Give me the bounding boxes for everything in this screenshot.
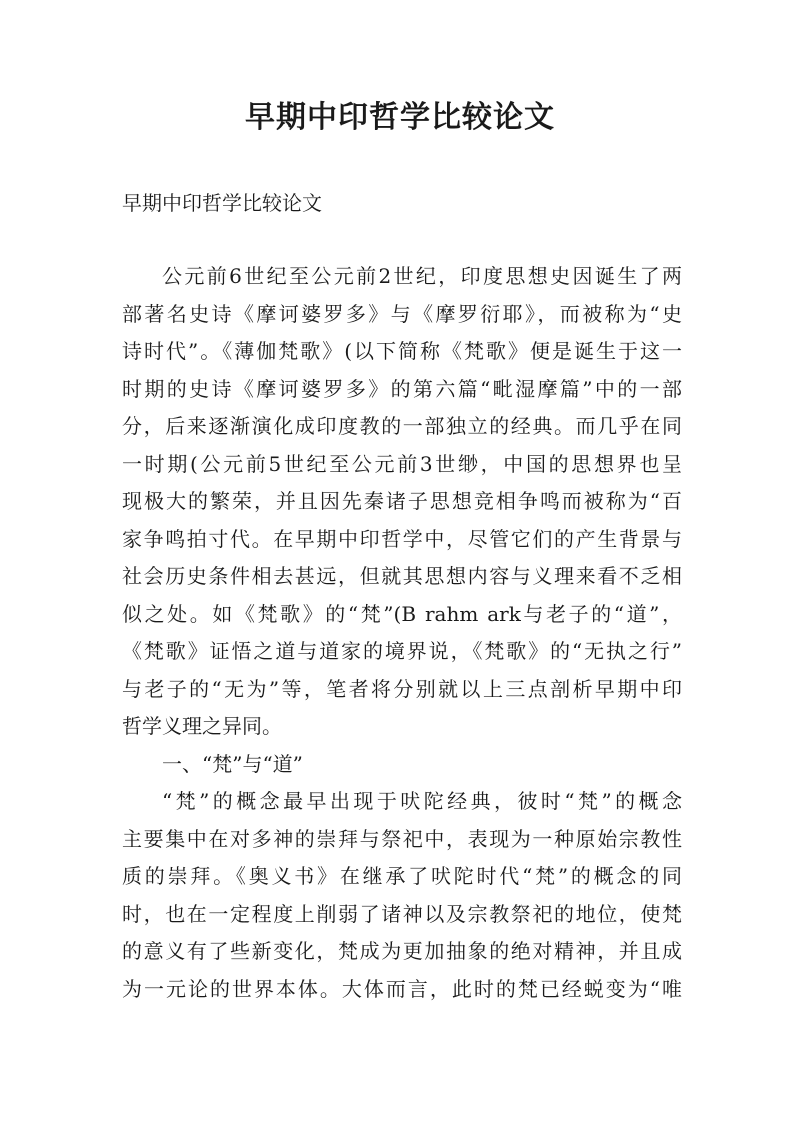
paragraph-line: 分，后来逐渐演化成印度教的一部独立的经典。而几乎在同 [122,414,682,438]
paragraph-line: 现极大的繁荣，并且因先秦诸子思想竞相争鸣而被称为“百 [122,489,682,513]
paragraph-line: 似之处。如《梵歌》的“梵”(B rahm ark与老子的“道”， [122,601,682,626]
document-title: 早期中印哲学比较论文 [245,100,555,135]
paragraph-line: 部著名史诗《摩诃婆罗多》与《摩罗衍耶》，而被称为“史 [122,301,682,326]
document-subtitle: 早期中印哲学比较论文 [122,191,322,215]
paragraph-line: 哲学义理之异同。 [122,714,282,738]
paragraph-line: 为一元论的世界本体。大体而言，此时的梵已经蜕变为“唯 [122,976,682,1001]
paragraph-line: 的意义有了些新变化，梵成为更加抽象的绝对精神，并且成 [122,939,682,963]
paragraph-line: 公元前6世纪至公元前2世纪，印度思想史因诞生了两 [162,264,682,288]
paragraph-line: 质的崇拜。《奥义书》在继承了吠陀时代“梵”的概念的同 [122,864,682,888]
paragraph-line: 主要集中在对多神的崇拜与祭祀中，表现为一种原始宗教性 [122,826,682,851]
paragraph-line: 社会历史条件相去甚远，但就其思想内容与义理来看不乏相 [122,564,682,588]
paragraph-line: 家争鸣拍寸代。在早期中印哲学中，尽管它们的产生背景与 [122,526,682,551]
paragraph-line: 《梵歌》证悟之道与道家的境界说，《梵歌》的“无执之行” [122,639,682,663]
section-heading: 一、“梵”与“道” [162,751,303,776]
paragraph-line: 诗时代”。《薄伽梵歌》(以下简称《梵歌》便是诞生于这一 [122,339,682,363]
paragraph-line: 与老子的“无为”等，笔者将分别就以上三点剖析早期中印 [122,676,682,701]
document-body [122,258,682,1008]
paragraph-line: 一时期(公元前5世纪至公元前3世缈，中国的思想界也呈 [122,451,682,476]
paragraph-line: 时，也在一定程度上削弱了诸神以及宗教祭祀的地位，使梵 [122,901,682,926]
paragraph-line: 时期的史诗《摩诃婆罗多》的第六篇“毗湿摩篇”中的一部 [122,376,682,401]
paragraph-line: “梵”的概念最早出现于吠陀经典，彼时“梵”的概念 [162,789,682,813]
